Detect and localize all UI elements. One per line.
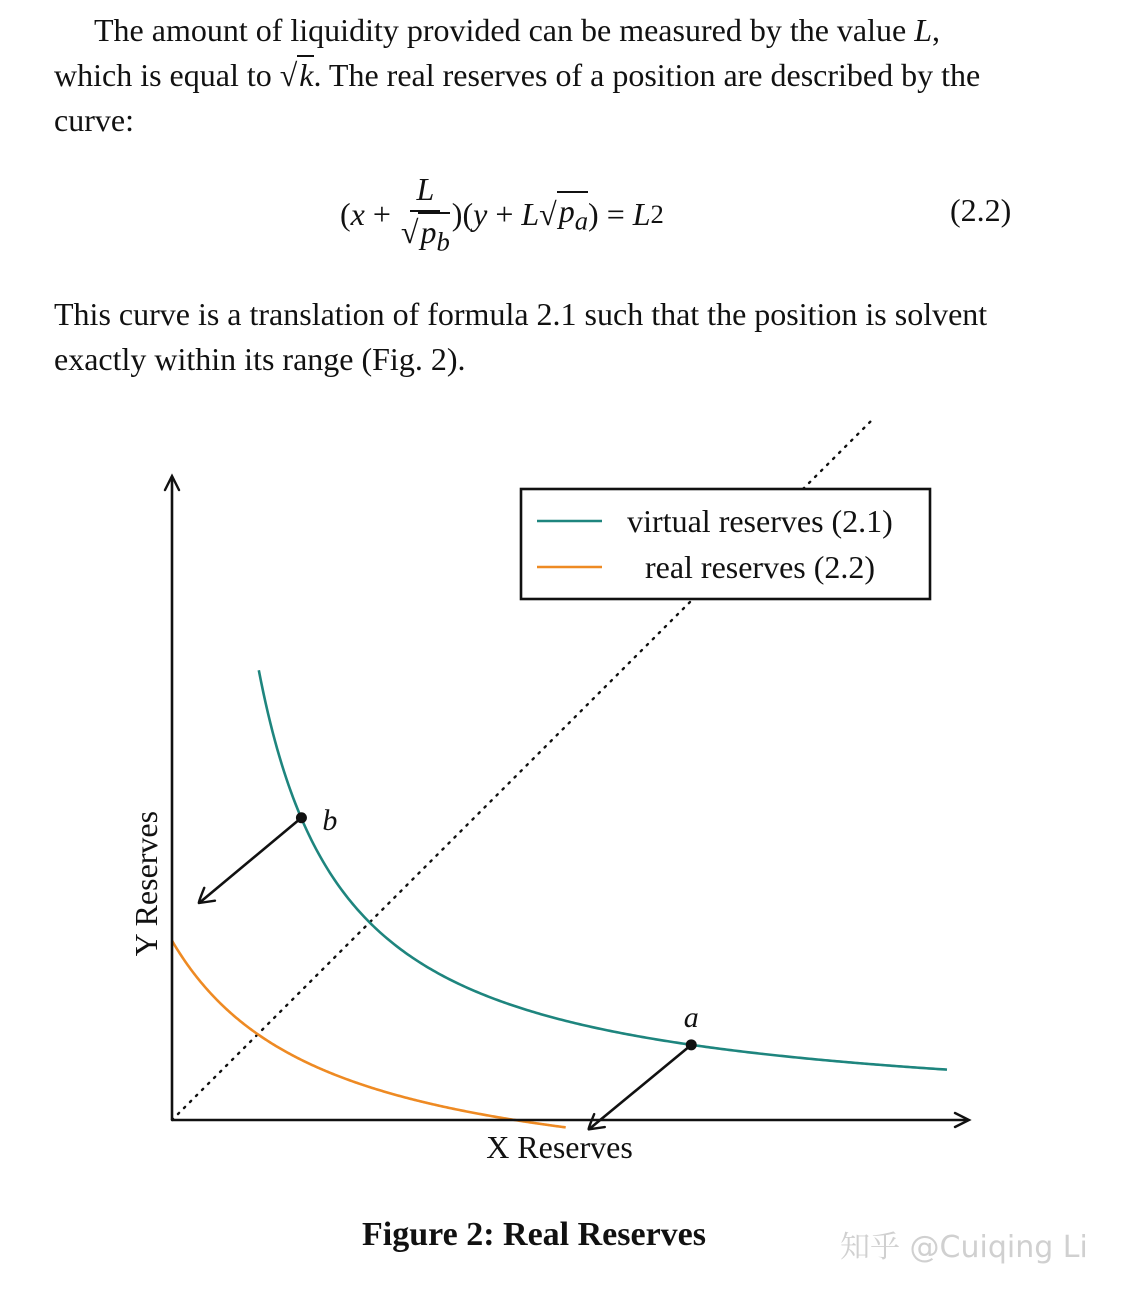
legend-label-real: real reserves (2.2) [644, 549, 876, 585]
equation-number: (2.2) [950, 192, 1012, 228]
real-reserves-chart [0, 420, 1134, 1200]
watermark: 知乎 @Cuiqing Li [840, 1230, 1088, 1265]
point-a [686, 1039, 697, 1050]
legend [521, 489, 930, 599]
virtual-reserves-curve [259, 670, 947, 1069]
paragraph-translation: This curve is a translation of formula 2.1 such that the position is solvent exactly within its range (Fig. 2). [54, 296, 988, 377]
fraction: $\frac{L}{√p_b}$ [400, 170, 450, 257]
legend-label-virtual: virtual reserves (2.1) [627, 503, 893, 539]
point-b [296, 812, 307, 823]
point-label-b: b [322, 803, 338, 837]
figure-caption: Figure 2: Real Reserves [362, 1216, 706, 1253]
shift-arrow [589, 1045, 691, 1129]
x-axis-label: X Reserves [486, 1129, 633, 1165]
point-label-a: a [683, 1000, 699, 1034]
real-reserves-curve [172, 941, 566, 1128]
shift-arrow [199, 818, 301, 903]
equation-2-2: ( x + $\frac{L}{√p_b}$ )( y + L √ $p_a$ ) = L 2 [340, 170, 664, 257]
var-k: k [299, 57, 314, 93]
y-axis-label: Y Reserves [128, 810, 164, 957]
paragraph-liquidity: The amount of liquidity provided can be measured by the value L, which is equal to √k. The real reserves of a position are described by the curve: [54, 12, 981, 138]
var-L: L [914, 12, 932, 48]
